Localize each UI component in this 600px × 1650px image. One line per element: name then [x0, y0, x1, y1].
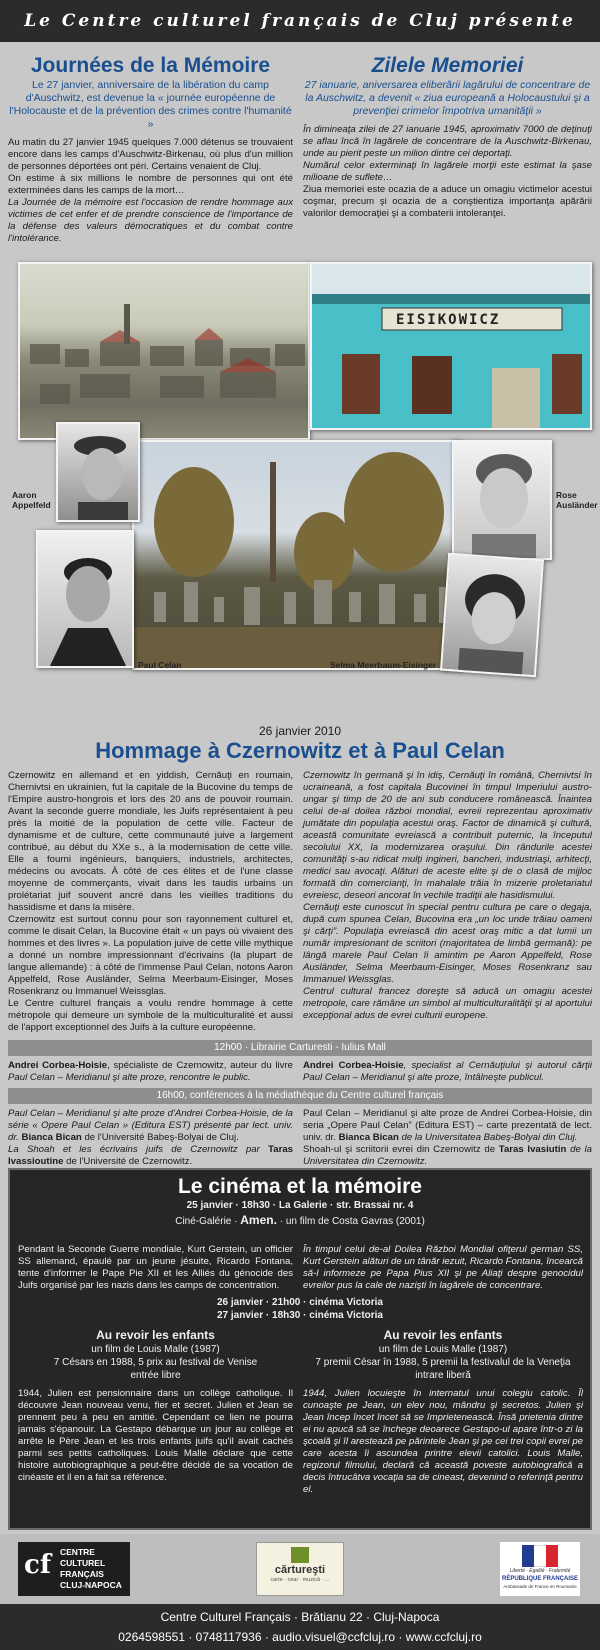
- cinema-amen-fr: Pendant la Seconde Guerre mondiale, Kurt Gerstein, un officier SS allemand, épaulé par un jeune jésuite, Ricardo Fontana, tente d'informer le Pape Pie XII et les Alliés du génocide des Juifs organisé par les nazis dans les camps de concentration.: [18, 1244, 293, 1291]
- cinema-amen-ro: În timpul celui de-al Doilea Război Mondial ofiţerul german SS, Kurt Gerstein alături de un tânăr iezuit, Ricardo Fontana, încearcă să-l informeze pe Papa Pius XII şi pe Aliaţi despre genocidul evreilor pus la cale de nazişti în lagărele de concentrare.: [303, 1244, 583, 1291]
- hommage-fr-p3: Le Centre culturel français a voulu rendre hommage à cette métropole qui demeure un symbole de la multiculturalité et aussi de l'apport exceptionnel des Juifs à la culture européenne.: [8, 998, 293, 1033]
- french-flag-icon: [522, 1545, 558, 1567]
- rf-name: RÉPUBLIQUE FRANÇAISE: [501, 1576, 578, 1582]
- rf-motto: Liberté · Égalité · Fraternité: [509, 1568, 571, 1574]
- intro-ro-body1: În dimineaţa zilei de 27 ianuarie 1945, aproximativ 7000 de deţinuţi se aflau încă în lagărele de concentrare de la Auschwitz-Birkenau, unde au pierit peste un milion dintre cei deportaţi.: [303, 124, 592, 159]
- event1-fr-text: , spécialiste de Czernowitz, auteur du livre: [107, 1060, 293, 1071]
- intro-ro-title: Zilele Memoriei: [371, 54, 524, 77]
- shop-facade-photo: [310, 262, 592, 430]
- photo-collage: [0, 262, 600, 717]
- cinema-film-ro: [303, 1328, 583, 1496]
- selma-meerbaum-eisinger-photo: [440, 553, 544, 677]
- intro-fr-lead: Le 27 janvier, anniversaire de la libération du camp d'Auschwitz, est devenue la « journée européenne de l'Holocauste et de la prévention des crimes contre l'humanité »: [9, 79, 292, 130]
- footer-contact[interactable]: 0264598551 · 0748117936 · audio.visuel@ccfcluj.ro · www.ccfcluj.ro: [118, 1630, 482, 1644]
- event2-bar-text: 16h00, conférences à la médiathèque du Centre culturel français: [156, 1090, 444, 1101]
- hommage-fr-p2: Czernowitz est surtout connu pour son rayonnement culturel et, comme le disait Celan, la Bucovine était « un pays où vivaient des hommes et des livres ». La population juive de cette ville mythique a donné un nombre impressionnant d'écrivains (la plupart de langue allemande) : à côté de l'immense Paul Celan, notons Aaron Appelfeld, Rose Ausländer, Selma Meerbaum-Eisinger, Moses Rosenkranz ou Immanuel Weissglas.: [8, 914, 293, 997]
- event1-ro-text: , specialist al Cernăuţiului şi autorul cărţii: [403, 1060, 592, 1071]
- hommage-ro-p2: Cernăuţi este cunoscut în special pentru cultura pe care o degaja, după cum spunea Celan, Bucovina era „un loc unde trăiau oameni şi cărţi”. Populaţia evreiască din acest oraş mitic a dat lumii un număr impresionant de scriitori (majoritatea de limbă germană): pe lângă marele Paul Celan îi amintim pe Aaron Appelfeld, Rose Ausländer, Selma Meerbaum-Eisinger, Moses Rosenkranz sau Immanuel Weissglas.: [303, 902, 592, 985]
- ccf-logo-line4: CLUJ-NAPOCA: [60, 1580, 122, 1590]
- event2-fr1-affil: de l'Université Babeş-Bolyai de Cluj.: [81, 1132, 239, 1143]
- carturesti-sub: carte · ceai · muzică · ...: [270, 1577, 330, 1583]
- paul-celan-photo: [36, 530, 134, 668]
- header-title: Le Centre culturel français de Cluj présente: [24, 11, 576, 31]
- footer: [0, 1604, 600, 1650]
- intro-fr-title: Journées de la Mémoire: [30, 54, 271, 77]
- event2-ro2-name: Taras Ivasiutin: [495, 1144, 567, 1155]
- ccf-logo-line1: CENTRE: [60, 1547, 95, 1557]
- film-title-fr: Au revoir les enfants: [96, 1328, 215, 1342]
- logos-strip: [0, 1534, 600, 1604]
- hommage-ro: [303, 770, 592, 1022]
- carturesti-cup-icon: [291, 1547, 309, 1563]
- hommage-date: 26 janvier 2010: [258, 724, 342, 738]
- caption-rose-auslander: Rose Ausländer: [556, 490, 598, 510]
- cinema-film-fr: [18, 1328, 293, 1484]
- cinema-line1: 25 janvier · 18h30 · La Galerie · str. Brassai nr. 4: [186, 1200, 414, 1211]
- cinema-dates: [10, 1296, 590, 1322]
- event2-fr1: Paul Celan – Meridianul şi alte proze d'Andrei Corbea-Hoisie, de la série « Opere Paul Celan » (Editura EST) présenté par lect. univ. dr.: [8, 1108, 293, 1143]
- event1-fr-book: Paul Celan – Meridianul şi alte proze, rencontre le public.: [8, 1072, 251, 1083]
- rf-sub: Ambassade de France en Roumanie: [503, 1584, 577, 1589]
- event1-ro-book: Paul Celan – Meridianul şi alte proze, întâlneşte publicul.: [303, 1072, 545, 1083]
- cemetery-photo: [132, 440, 462, 670]
- caption-paul-celan: Paul Celan: [138, 660, 182, 670]
- event2-fr2: La Shoah et les écrivains juifs de Czernowitz par: [8, 1144, 260, 1155]
- event2-ro1-affil: de la Universitatea Babeş-Bolyai din Cluj.: [398, 1132, 578, 1143]
- film-title-ro: Au revoir les enfants: [383, 1328, 503, 1342]
- hommage-title: Hommage à Czernowitz et à Paul Celan: [95, 738, 505, 763]
- intro-fr-body3: La Journée de la mémoire est l'occasion de rendre hommage aux victimes de cet enfer et de prendre conscience de l'importance de la défense des valeurs démocratiques et du combat contre l'intolérance.: [8, 197, 293, 244]
- caption-aaron-appelfeld: Aaron Appelfeld: [12, 490, 51, 510]
- carturesti-name: cărtureşti: [274, 1564, 326, 1576]
- event2-ro1: Paul Celan – Meridianul şi alte proze de Andrei Corbea-Hoisie, din seria „Opere Paul Celan” (Editura EST) – carte prezentată de lect. univ. dr.: [303, 1108, 592, 1143]
- intro-ro: [303, 54, 592, 220]
- event2-fr2-name: Taras Ivassioutine: [8, 1144, 293, 1167]
- hommage-fr-p1: Czernowitz en allemand et en yiddish, Cernăuţi en roumain, Chernivtsi en ukrainien, fut la capitale de la Bucovine du temps de l'Empire austro-hongrois et lors des 20 ans de pouvoir roumain. Avant la seconde guerre mondiale, les Juifs représentaient à peu près la moitié de la population de cette ville. Facteur de dynamisme et de culture, cette communauté juive a largement contribué, au début du XXe s., à la modernisation de cette ville. Elle a fourni ingénieurs, banquiers, industriels, architectes, médecins ou avocats. À côté de ces élites et de l'une classe moyenne de commerçants, vivait dans les taudis urbains un prolétariat juif souvent ancré dans les vieilles traditions du hassidisme et dans la misère.: [8, 770, 293, 913]
- republique-francaise-logo: [500, 1542, 580, 1596]
- event1-ro: [303, 1060, 592, 1084]
- ccf-logo-line3: FRANÇAIS: [60, 1569, 104, 1579]
- cinema-date1: 26 janvier · 21h00 · cinéma Victoria: [216, 1297, 383, 1308]
- film-entry-ro: intrare liberă: [415, 1370, 471, 1381]
- cinema-title: Le cinéma et la mémoire: [178, 1175, 422, 1198]
- film-synopsis-ro: 1944, Julien locuieşte în internatul unui colegiu catolic. Îl cunoaşte pe Jean, un elev nou, mândru şi secretos. Julien şi Jean încep încet încet să se împrietenească. Însă prietenia dintre ei nu apucă să se închege deoarece Gestapo-ul apare într-o zi la şcoală şi îl arestează pe părintele Jean şi pe cei trei copii evrei pe care acesta îi ascundea printre elevii catolici. Louis Malle, regizorul filmului, declară că această poveste autobiografică a decis întrucâtva vocaţia sa de cineast, devenind o referinţă pentru el.: [303, 1388, 583, 1495]
- footer-address: Centre Culturel Français · Brătianu 22 · Cluj-Napoca: [160, 1610, 440, 1624]
- event2-ro1-name: Bianca Bican: [338, 1132, 399, 1143]
- intro-fr-body2: On estime à six millions le nombre de personnes qui ont été exterminées dans les camps de la mort…: [8, 173, 293, 196]
- film-awards-fr: 7 Césars en 1988, 5 prix au festival de Venise: [53, 1357, 258, 1368]
- intro-ro-lead: 27 ianuarie, aniversarea eliberării lagărului de concentrare de la Auschwitz, a devenit « ziua europeană a Holocaustului şi a prevenţiei crimelor împotriva umanităţii »: [304, 79, 591, 117]
- cinema-date2: 27 janvier · 18h30 · cinéma Victoria: [216, 1310, 383, 1321]
- caption-selma-meerbaum-eisinger: Selma Meerbaum-Eisinger: [330, 660, 437, 670]
- event2-fr1-name: Bianca Bican: [21, 1132, 82, 1143]
- event1-bar-text: 12h00 · Librairie Carturesti - Iulius Mall: [214, 1042, 386, 1053]
- cinema-line2-suffix: · un film de Costa Gavras (2001): [276, 1216, 425, 1227]
- film-awards-ro: 7 premii César în 1988, 5 premii la festivalul de la Veneţia: [315, 1357, 571, 1368]
- intro-ro-body2: Numărul celor exterminaţi în lagărele morţii este estimat la şase milioane de suflete…: [303, 160, 592, 183]
- film-by-ro: un film de Louis Malle (1987): [378, 1344, 508, 1355]
- town-panorama-photo: [18, 262, 310, 440]
- intro-fr: [8, 54, 293, 245]
- hommage-ro-p1: Czernowitz în germană şi în idiş, Cernăuţi în română, Chernivtsi în ucraineană, a fost capitala Bucovinei în timpul Imperiului austro-ungar şi timp de 20 de ani sub conducere românească. Înaintea celui de-al doilea război mondial, evreii reprezentau aproximativ jumătate din populaţia acestui oraş. Factor de dinamică şi cultură, această comunitate evreiască a contribuit puternic, la începutul secolului XX, la modernizarea oraşului. Din rândurile acestei comunităţi s-au ridicat mulţi ingineri, bancheri, industriaşi, arhitecţi, medici sau avocaţi. Alături de aceste elite şi de o clasă de mijloc formată din comercianţi, în mahalale trăia în mizerie proletariatul evreiesc, deseori ancorat în vechile tradiţii ale hasidismului.: [303, 770, 592, 901]
- aaron-appelfeld-photo: [56, 422, 140, 522]
- intro-fr-body1: Au matin du 27 janvier 1945 quelques 7.000 détenus se trouvaient encore dans les camps d'Auschwitz-Birkenau, où plus d'un million de personnes déportées ont péri. Certains venaient de Cluj.: [8, 137, 293, 172]
- rose-auslander-photo: [452, 440, 552, 560]
- carturesti-logo: [256, 1542, 344, 1596]
- cinema-box: [8, 1168, 592, 1530]
- film-entry-fr: entrée libre: [130, 1370, 181, 1381]
- intro-ro-body3: Ziua memoriei este ocazia de a aduce un omagiu victimelor acestui coşmar, precum şi ocazia de a conştientiza importanţa apărării valorilor democraţiei şi a combaterii intoleranţei.: [303, 184, 592, 219]
- event1-fr-name: Andrei Corbea-Hoisie: [8, 1060, 108, 1071]
- hommage-ro-p3: Centrul cultural francez doreşte să aducă un omagiu acestei metropole, care rămâne un simbol al multiculturalităţii şi al aportului excepţional adus de evrei culturii europene.: [303, 986, 592, 1021]
- event2-ro2: Shoah-ul şi scriitorii evrei din Czernowitz de: [303, 1144, 496, 1155]
- cinema-line2-prefix: Ciné-Galérie ·: [175, 1216, 241, 1227]
- event2-bar: [8, 1088, 592, 1104]
- event2-fr2-affil: de l'Université de Czernowitz.: [63, 1156, 193, 1167]
- event2-ro2-affil: de la Universitatea din Czernowitz.: [303, 1144, 592, 1167]
- hommage-header: [8, 724, 592, 764]
- cinema-amen-title: Amen.: [240, 1213, 277, 1227]
- ccf-logo-line2: CULTUREL: [60, 1558, 106, 1568]
- event1-bar: [8, 1040, 592, 1056]
- hommage-fr: [8, 770, 293, 1034]
- film-synopsis-fr: 1944, Julien est pensionnaire dans un collège catholique. Il découvre Jean nouveau venu, fier et secret. Julien et Jean se prennent peu à peu en amitié. Cependant ce lien ne pourra jamais s'épanouir. La Gestapo débarque un jour au collège et arrête le Père Jean et les trois enfants juifs qu'il avait cachés parmi ses petits catholiques. Louis Malle déclare que cette histoire autobiographique a peut-être décidé de sa vocation de cinéaste et il en a fait sa référence.: [18, 1388, 293, 1483]
- shop-sign: EISIKOWICZ: [396, 312, 501, 328]
- film-by-fr: un film de Louis Malle (1987): [91, 1344, 220, 1355]
- ccf-logo: cf CENTRE CULTUREL FRANÇAIS CLUJ-NAPOCA: [18, 1542, 130, 1596]
- event1-ro-name: Andrei Corbea-Hoisie: [303, 1060, 404, 1071]
- header-banner: [0, 0, 600, 42]
- event1-fr: [8, 1060, 293, 1084]
